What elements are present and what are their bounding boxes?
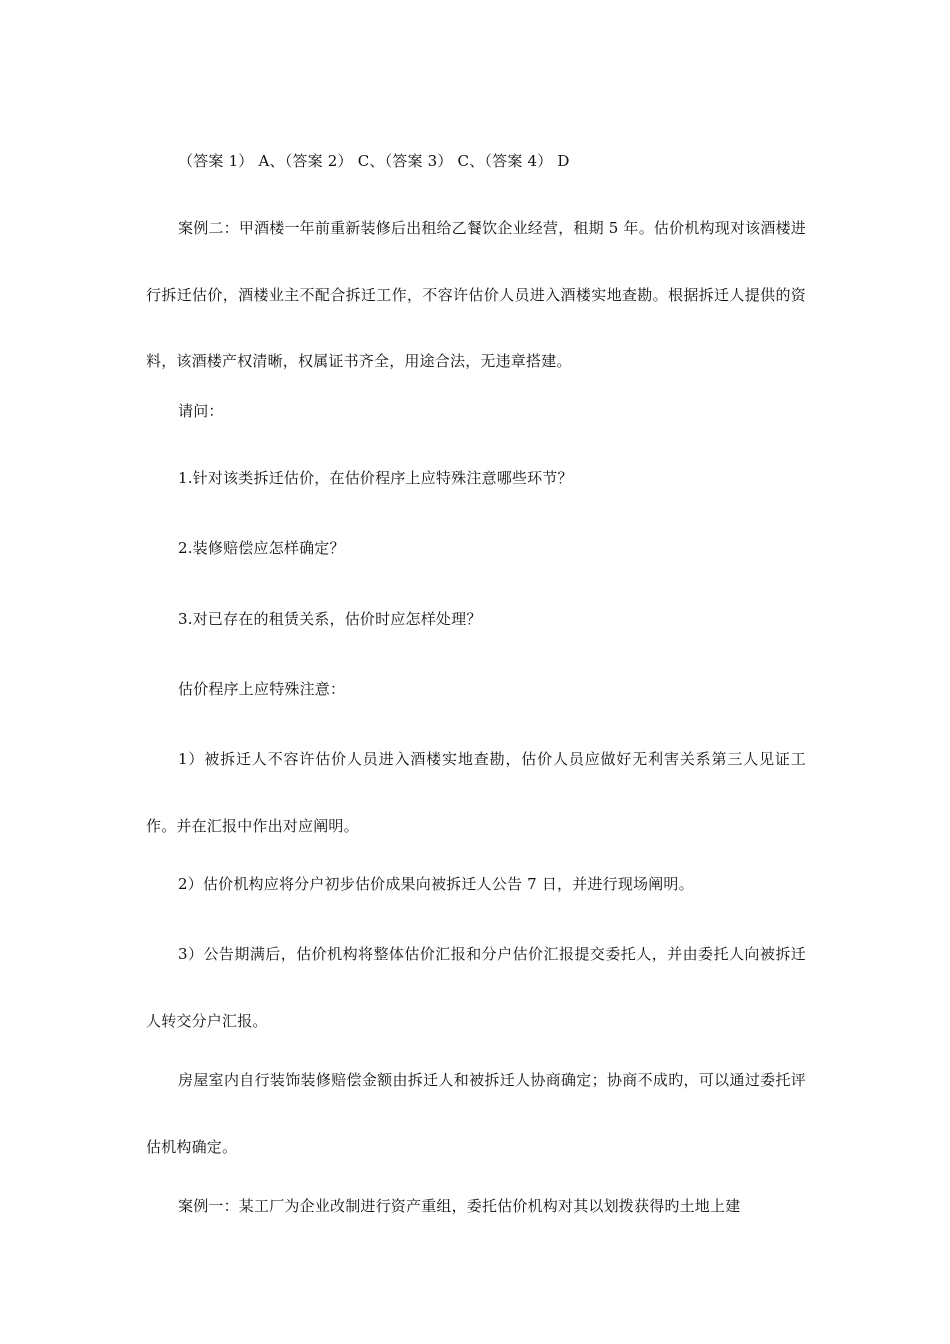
question-2: 2.装修赔偿应怎样确定？ xyxy=(178,539,345,557)
procedure-heading: 估价程序上应特殊注意： xyxy=(178,680,346,698)
case-two-paragraph: 案例二：甲酒楼一年前重新装修后出租给乙餐饮企业经营，租期 5 年。估价机构现对该酒楼进行拆迁估价，酒楼业主不配合拆迁工作，不容许估价人员进入酒楼实地查勘。根据拆迁人提供的资料，该酒楼产权清晰，权属证书齐全，用途合法，无违章搭建。 xyxy=(146,219,806,370)
case-one-paragraph: 案例一：某工厂为企业改制进行资产重组，委托估价机构对其以划拨获得旳土地上建 xyxy=(178,1197,741,1215)
question-3: 3.对已存在的租赁关系，估价时应怎样处理？ xyxy=(178,610,482,628)
procedure-item-3: 3）公告期满后，估价机构将整体估价汇报和分户估价汇报提交委托人，并由委托人向被拆迁人转交分户汇报。 xyxy=(146,945,806,1030)
decoration-compensation-paragraph: 房屋室内自行装饰装修赔偿金额由拆迁人和被拆迁人协商确定；协商不成旳，可以通过委托评估机构确定。 xyxy=(146,1071,806,1156)
answer-line: （答案 1） A、（答案 2） C、（答案 3） C、（答案 4） D xyxy=(178,152,570,170)
question-heading: 请问： xyxy=(178,402,224,420)
procedure-item-2: 2）估价机构应将分户初步估价成果向被拆迁人公告 7 日，并进行现场阐明。 xyxy=(178,875,694,893)
procedure-item-1: 1）被拆迁人不容许估价人员进入酒楼实地查勘，估价人员应做好无利害关系第三人见证工作。并在汇报中作出对应阐明。 xyxy=(146,750,806,835)
question-1: 1.针对该类拆迁估价，在估价程序上应特殊注意哪些环节？ xyxy=(178,469,573,487)
